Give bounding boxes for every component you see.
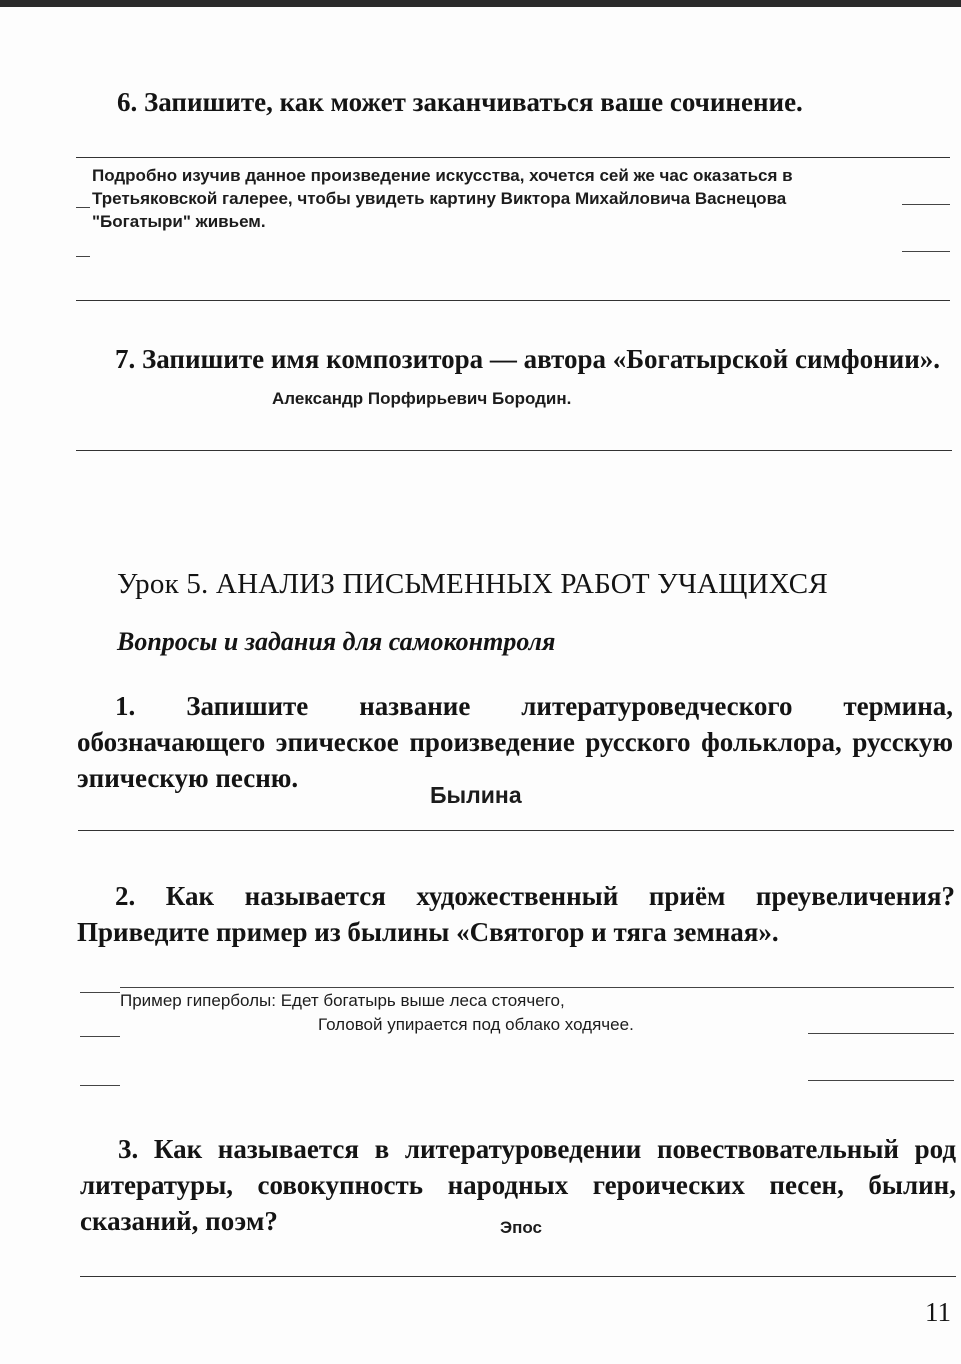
answer-line-6-stub-left-a [76, 207, 90, 208]
answer-3: Эпос [500, 1218, 542, 1237]
answer-line-2-stub-right-a [808, 1033, 954, 1034]
question-7: 7. Запишите имя композитора — автора «Богатырской симфонии». [115, 344, 941, 374]
answer-1: Былина [430, 782, 522, 808]
answer-line-7 [76, 450, 952, 451]
answer-line-6-top [76, 157, 950, 158]
answer-line-6-stub-right-b [902, 251, 950, 252]
question-6: 6. Запишите, как может заканчиваться ваше сочинение. [117, 87, 803, 117]
scan-top-edge [0, 0, 961, 7]
answer-line-2-stub-right-b [808, 1080, 954, 1081]
answer-2-line-2: Головой упирается под облако ходячее. [318, 1015, 634, 1034]
question-1: 1. Запишите название литературоведческого термина, обозначающего эпическое произведение русского фольклора, русскую эпическую песню. [77, 691, 953, 793]
page-number: 11 [925, 1297, 951, 1327]
answer-line-1 [78, 830, 954, 831]
question-2: 2. Как называется художественный приём преувеличения? Приведите пример из былины «Святогор и тяга земная». [77, 881, 955, 947]
answer-line-6-stub-right-a [902, 204, 950, 205]
answer-line-6-bottom [76, 300, 950, 301]
lesson-subtitle: Вопросы и задания для самоконтроля [117, 627, 556, 656]
answer-line-3 [80, 1276, 956, 1277]
question-3: 3. Как называется в литературоведении повествовательный род литературы, совокупность народных героических песен, былин, сказаний, поэм? [80, 1134, 956, 1236]
answer-6-line-1: Подробно изучив данное произведение искусства, хочется сей же час оказаться в [92, 166, 793, 185]
answer-line-2-stub-left-b [80, 1085, 120, 1086]
lesson-title: Урок 5. АНАЛИЗ ПИСЬМЕННЫХ РАБОТ УЧАЩИХСЯ [117, 568, 828, 600]
answer-2-line-1: Пример гиперболы: Едет богатырь выше леса стоячего, [120, 991, 565, 1010]
answer-line-2-top-left [80, 992, 120, 993]
answer-6-line-2: Третьяковской галерее, чтобы увидеть картину Виктора Михайловича Васнецова [92, 189, 787, 208]
answer-line-2-stub-left-a [80, 1036, 120, 1037]
answer-line-2-top-right [120, 987, 954, 988]
answer-line-6-stub-left-b [76, 256, 90, 257]
answer-6-line-3: "Богатыри" живьем. [92, 212, 266, 231]
answer-7: Александр Порфирьевич Бородин. [272, 389, 572, 408]
